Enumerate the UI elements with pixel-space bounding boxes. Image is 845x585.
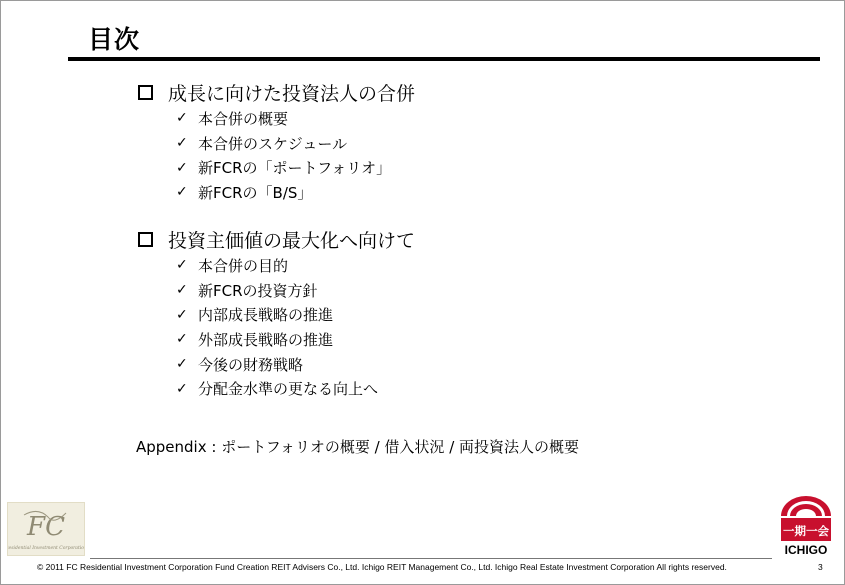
list-item xyxy=(176,106,415,131)
svg-text:FC: FC xyxy=(27,512,65,542)
fc-residential-logo xyxy=(7,502,85,556)
list-item xyxy=(176,278,415,303)
title-underline xyxy=(68,57,820,61)
copyright-text: © 2011 FC Residential Investment Corporation Fund Creation REIT Advisers Co., Ltd. Ichigo REIT Management Co., Ltd. Ichigo Real Estate Investment Corporation All rights reserved. xyxy=(37,562,727,572)
square-bullet-icon xyxy=(138,85,153,100)
fc-monogram-icon xyxy=(8,503,84,555)
list-item xyxy=(176,302,415,327)
page-number: 3 xyxy=(818,562,823,572)
svg-text:Residential Investment Corpora: Residential Investment Corporation xyxy=(8,546,84,551)
list-item-text: 分配金水準の更なる向上へ xyxy=(198,380,379,399)
list-item-text: 内部成長戦略の推進 xyxy=(198,306,334,325)
section-merger xyxy=(138,78,415,205)
check-icon: ✓ xyxy=(176,159,188,176)
list-item-text: 本合併のスケジュール xyxy=(198,134,348,153)
svg-text:一期一会: 一期一会 xyxy=(783,524,829,538)
check-icon: ✓ xyxy=(176,356,188,373)
list-item xyxy=(176,131,415,156)
section-items xyxy=(176,106,415,205)
appendix-line: Appendix : ポートフォリオの概要 / 借入状況 / 両投資法人の概要 xyxy=(136,438,580,456)
ichigo-mark-icon xyxy=(779,494,833,558)
list-item-text: 今後の財務戦略 xyxy=(198,355,304,374)
check-icon: ✓ xyxy=(176,380,188,397)
list-item-text: 本合併の目的 xyxy=(198,256,289,275)
check-icon: ✓ xyxy=(176,331,188,348)
list-item-text: 新FCRの投資方針 xyxy=(198,281,318,300)
check-icon: ✓ xyxy=(176,282,188,299)
check-icon: ✓ xyxy=(176,306,188,323)
svg-text:ICHIGO: ICHIGO xyxy=(784,543,828,557)
list-item-text: 新FCRの「B/S」 xyxy=(198,183,313,202)
section-heading-text: 投資主価値の最大化へ向けて xyxy=(168,229,416,252)
section-heading xyxy=(138,78,415,106)
page-title: 目次 xyxy=(88,25,141,54)
check-icon: ✓ xyxy=(176,184,188,201)
list-item xyxy=(176,352,415,377)
ichigo-logo xyxy=(779,494,833,558)
list-item-text: 新FCRの「ポートフォリオ」 xyxy=(198,159,392,178)
list-item xyxy=(176,180,415,205)
footer-divider xyxy=(90,558,772,559)
section-heading-text: 成長に向けた投資法人の合併 xyxy=(168,82,416,105)
section-heading xyxy=(138,225,415,253)
square-bullet-icon xyxy=(138,232,153,247)
list-item xyxy=(176,155,415,180)
list-item-text: 本合併の概要 xyxy=(198,109,289,128)
list-item xyxy=(176,327,415,352)
list-item-text: 外部成長戦略の推進 xyxy=(198,330,334,349)
section-items xyxy=(176,253,415,401)
check-icon: ✓ xyxy=(176,257,188,274)
list-item xyxy=(176,253,415,278)
check-icon: ✓ xyxy=(176,110,188,127)
check-icon: ✓ xyxy=(176,135,188,152)
section-unitholder-value xyxy=(138,225,415,401)
list-item xyxy=(176,376,415,401)
